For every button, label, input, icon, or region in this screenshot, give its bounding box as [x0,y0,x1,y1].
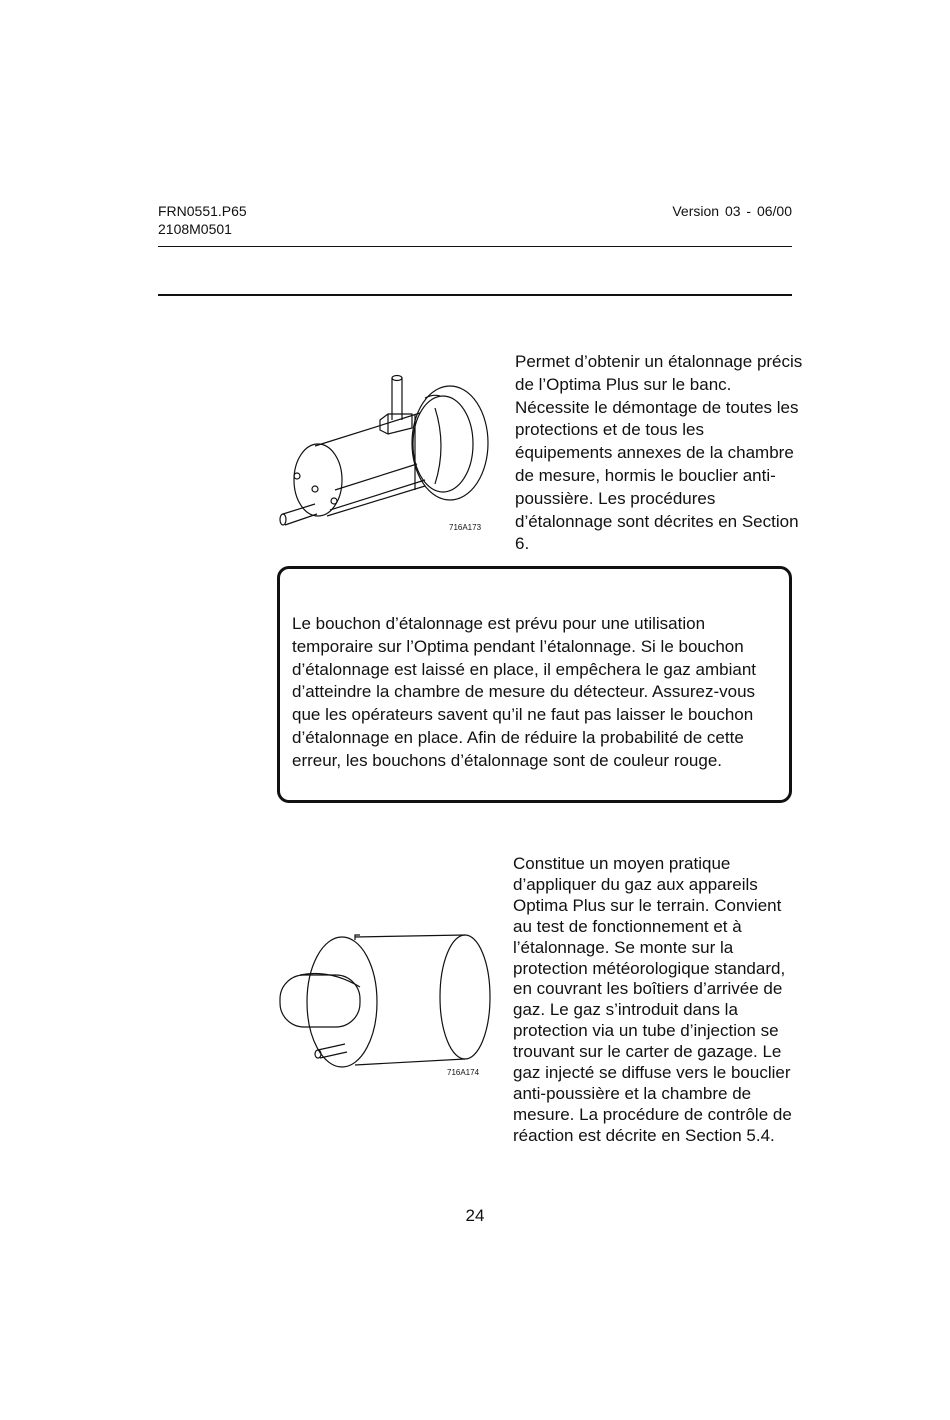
header-left [158,202,247,238]
gassing-cover-illustration [270,925,500,1085]
gassing-cover-description: Constitue un moyen pratique d’appliquer du gaz aux appareils Optima Plus sur le terrain. Convient au test de fonctionnement et à l’étalonnage. Se monte sur la protection météorologique standard, en couvrant les boîtiers d’arrivée de gaz. Le gaz s’introduit dans la protection via un tube d’injection se trouvant sur le carter de gazage. Le gaz injecté se diffuse vers le bouclier anti-poussière et la chambre de mesure. La procédure de contrôle de réaction est décrite en Section 5.4. [513,854,792,1145]
version-label: Version 03 - 06/00 [672,203,792,219]
header-divider [158,246,792,247]
warning-box [277,566,792,803]
warning-text: Le bouchon d’étalonnage est prévu pour une utilisation temporaire sur l’Optima pendant l’étalonnage. Si le bouchon d’étalonnage est laissé en place, il empêchera le gaz ambiant d’atteindre la chambre de mesure du détecteur. Assurez-vous que les opérateurs savent qu’il ne faut pas laisser le bouchon d’étalonnage en place. Afin de réduire la probabilité de cette erreur, les bouchons d’étalonnage sont de couleur rouge. [292,614,757,770]
page-number: 24 [465,1206,485,1225]
figure-label-716a173: 716A173 [449,523,482,532]
file-name: FRN0551.P65 [158,203,247,219]
doc-code: 2108M0501 [158,221,232,237]
calibration-cap-illustration [275,368,505,538]
calibration-cap-description: Permet d’obtenir un étalonnage précis de l’Optima Plus sur le banc. Nécessite le démontage de toutes les protections et de tous les équipements annexes de la chambre de mesure, hormis le bouclier anti-poussière. Les procédures d’étalonnage sont décrites en Section 6. [515,352,803,554]
figure-label-716a174: 716A174 [447,1068,480,1077]
section-divider [158,294,792,296]
